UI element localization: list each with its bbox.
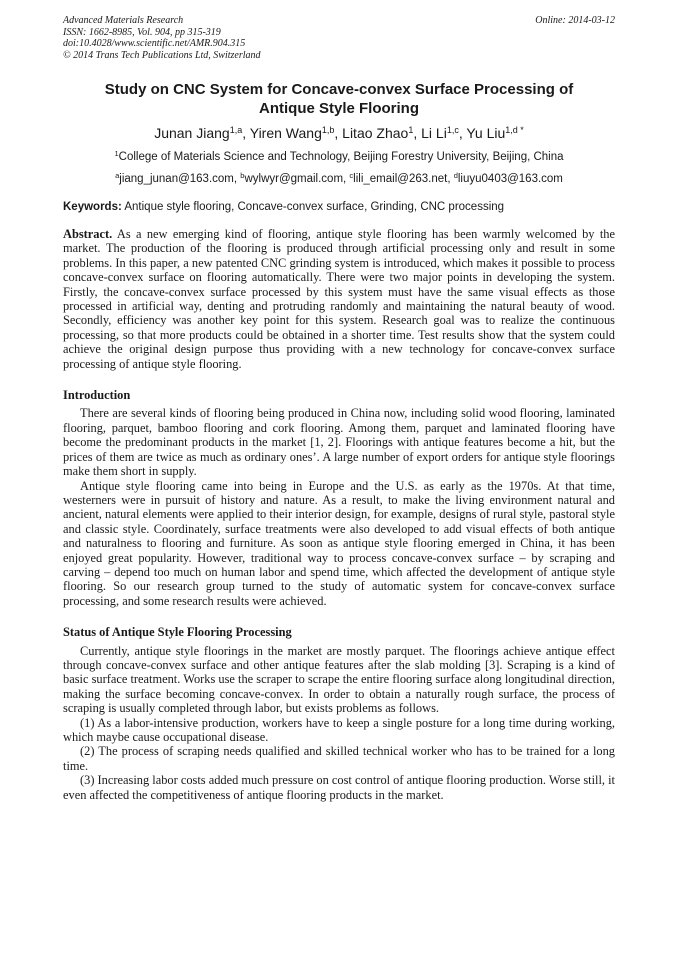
author-separator: , — [458, 125, 467, 141]
intro-paragraph-1: There are several kinds of flooring being produced in China now, including solid wood flooring, laminated flooring, parquet, bamboo flooring and cork flooring. Among them, parquet and laminated flooring have become the predominant products in the market [1, 2]. Floorings with antique features become a hit, but the prices of them are twice as much as ordinary ones’. A large number of export orders for antique style floorings make them short in supply. — [63, 406, 615, 479]
paper-title-line-2: Antique Style Flooring — [259, 100, 419, 117]
keywords-label: Keywords: — [63, 201, 122, 213]
email-address: jiang_junan@163.com — [119, 173, 234, 185]
online-date: Online: 2014-03-12 — [535, 15, 615, 26]
status-item-3: (3) Increasing labor costs added much pressure on cost control of antique flooring production. Worse still, it even affected the competitiveness of antique flooring products in the market. — [63, 773, 615, 802]
email-sup: b — [240, 171, 245, 180]
author-name: Litao Zhao — [342, 125, 409, 141]
abstract-label: Abstract. — [63, 227, 113, 241]
email-list — [63, 172, 615, 186]
status-item-2: (2) The process of scraping needs qualified and skilled technical worker who has to be trained for a long time. — [63, 744, 615, 773]
email-address: lili_email@263.net — [353, 173, 448, 185]
author-name: Li Li — [421, 125, 447, 141]
email-separator: , — [233, 173, 241, 185]
abstract-text: As a new emerging kind of flooring, antique style flooring has been warmly welcomed by the market. The production of the flooring is produced through artificial processing only and result in some problems. In this paper, a new patented CNC grinding system is introduced, which makes it possible to process concave-convex surface on flooring automatically. There were two major points in developing the system. Firstly, the concave-convex surface processed by this system must have the same visual effects as those processed in artificial way, denting and protruding randomly and maintaining the natural beauty of wood. Secondly, efficiency was another key point for this system. Research goal was to realize the continuous processing, so that more products could be obtained in a shorter time. Test results show that the system could achieve the original design purpose thus providing with a new technology for concave-convex surface processing of antique style flooring. — [63, 227, 615, 371]
author-name: Junan Jiang — [154, 125, 230, 141]
author-list — [63, 124, 615, 142]
intro-heading: Introduction — [63, 388, 131, 403]
email-sup: c — [349, 171, 354, 180]
keywords — [63, 200, 615, 214]
status-heading: Status of Antique Style Flooring Processing — [63, 625, 292, 640]
keywords-text: Antique style flooring, Concave-convex surface, Grinding, CNC processing — [124, 201, 505, 213]
paper-body — [63, 227, 615, 802]
email-sup: a — [115, 171, 120, 180]
abstract — [63, 227, 615, 371]
affiliation — [63, 150, 615, 164]
status-item-1: (1) As a labor-intensive production, workers have to keep a single posture for a long time during working, which maybe cause occupational disease. — [63, 715, 615, 744]
status-paragraph-1: Currently, antique style floorings in the market are mostly parquet. The floorings achieve antique effect through concave-convex surface and other antique features after the slab molding [3]. Scraping is a kind of basic surface treatment. Works use the scraper to scrape the entire flooring surface along longitudinal direction, making the surface becoming concave-convex. In order to obtain a naturally rough surface, the process of scraping is usually completed through labor, but exists problems as follows. — [63, 643, 615, 716]
email-separator: , — [343, 173, 350, 185]
author-name: Yiren Wang — [249, 125, 322, 141]
author-separator: , — [334, 125, 343, 141]
email-separator: , — [447, 173, 454, 185]
email-sup: d — [453, 171, 458, 180]
copyright-line: © 2014 Trans Tech Publications Ltd, Switzerland — [63, 49, 261, 61]
email-address: liuyu0403@163.com — [457, 173, 563, 185]
affiliation-text: College of Materials Science and Technology, Beijing Forestry University, Beijing, China — [118, 151, 564, 163]
author-affiliation-sup: 1,d * — [505, 125, 524, 135]
paper-title-line-1: Study on CNC System for Concave-convex Surface Processing of — [104, 81, 574, 98]
author-separator: , — [242, 125, 250, 141]
intro-paragraph-2: Antique style flooring came into being in Europe and the U.S. as early as the 1970s. At that time, westerners were in pursuit of history and nature. As a result, to make the living environment natural and ancient, natural elements were applied to their interior design, for example, designs of rural style, pastoral style and classic style. Coordinately, surface treatments were also developed to add visual effects of both antique and naturalness to flooring and furniture. As soon as antique style flooring emerged in China, it has been enjoyed great popularity. However, traditional way to process concave-convex surface – by scraping and carving – depend too much on human labor and spend time, which affected the development of antique style flooring. So our research group turned to the study of automatic system for concave-convex surface processing, and some research results were achieved. — [63, 478, 615, 608]
author-name: Yu Liu — [466, 125, 506, 141]
author-affiliation-sup: 1 — [408, 125, 414, 135]
author-affiliation-sup: 1,b — [321, 125, 335, 135]
doi-line: doi:10.4028/www.scientific.net/AMR.904.315 — [63, 38, 246, 50]
paper-title — [63, 80, 615, 118]
journal-header — [63, 15, 261, 61]
author-affiliation-sup: 1,a — [229, 125, 243, 135]
issn-line: ISSN: 1662-8985, Vol. 904, pp 315-319 — [63, 26, 221, 38]
author-affiliation-sup: 1,c — [446, 125, 459, 135]
author-separator: , — [413, 125, 422, 141]
email-address: wylwyr@gmail.com — [244, 173, 344, 185]
affiliation-sup: 1 — [114, 149, 119, 158]
journal-name: Advanced Materials Research — [63, 15, 184, 26]
